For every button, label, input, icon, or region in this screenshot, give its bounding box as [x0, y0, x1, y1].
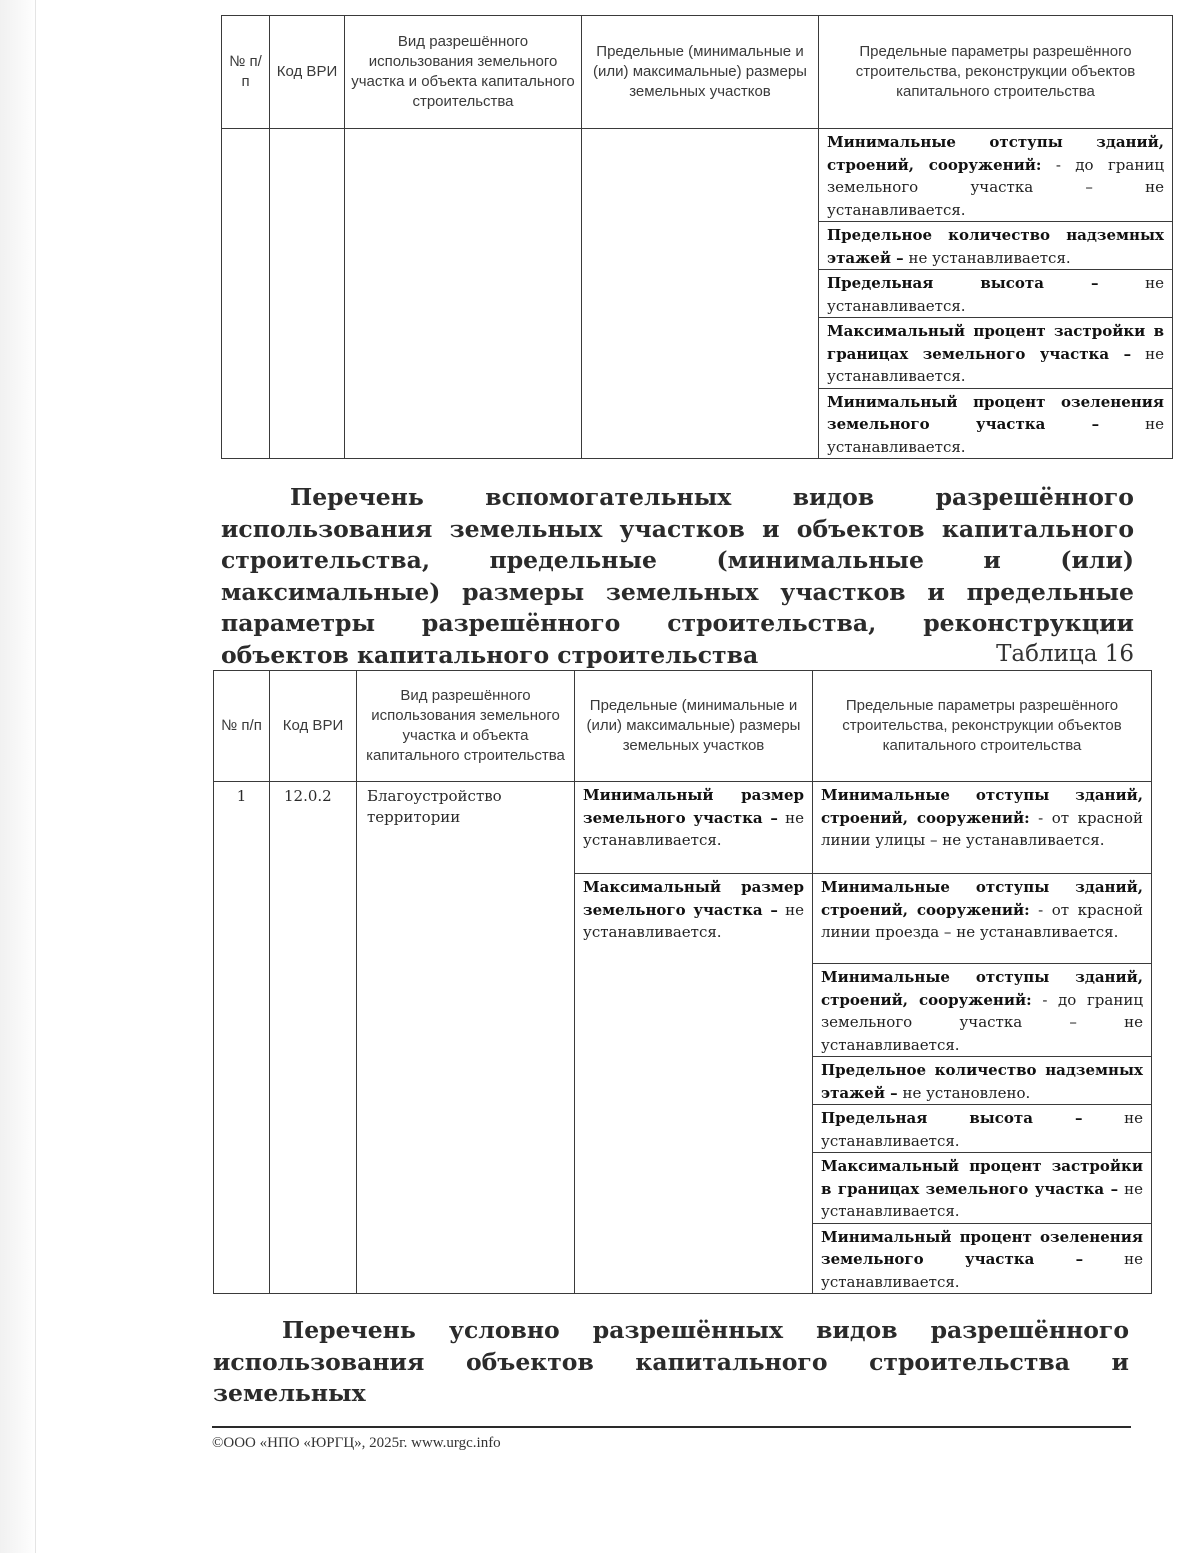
scan-edge: [0, 0, 36, 1553]
table-row: [222, 129, 1173, 222]
col-header-use: Вид разрешённого использования земельного участка и объекта капитального строительства: [345, 16, 582, 129]
footer-divider: [212, 1426, 1131, 1428]
cell-code: 12.0.2: [270, 782, 357, 1294]
cell-plot-empty: [582, 129, 819, 459]
cell-num-empty: [222, 129, 270, 459]
section-heading: Перечень условно разрешённых видов разрешённого использования объектов капитального строительства и земельных: [213, 1316, 1129, 1407]
col-header-code: Код ВРИ: [270, 671, 357, 782]
param-cell: Предельное количество надземных этажей – не установлено.: [813, 1057, 1152, 1105]
param-cell: Предельное количество надземных этажей – не устанавливается.: [819, 222, 1173, 270]
table-main-uses-continuation: [221, 15, 1173, 459]
cell-use-empty: [345, 129, 582, 459]
cell-use: Благоустройство территории: [357, 782, 575, 1294]
scan-edge-line: [35, 0, 36, 1553]
col-header-use: Вид разрешённого использования земельного участка и объекта капитального строительства: [357, 671, 575, 782]
param-cell: Минимальные отступы зданий, строений, сооружений: - от красной линии проезда – не устанавливается.: [813, 874, 1152, 964]
plot-size-cell: Максимальный размер земельного участка – не устанавливается.: [575, 874, 813, 1294]
table-16: [213, 670, 1152, 1294]
col-header-build-params: Предельные параметры разрешённого строительства, реконструкции объектов капитального строительства: [819, 16, 1173, 129]
param-cell: Максимальный процент застройки в границах земельного участка – не устанавливается.: [819, 318, 1173, 389]
param-cell: Минимальный процент озеленения земельного участка – не устанавливается.: [819, 388, 1173, 459]
cell-num: 1: [214, 782, 270, 1294]
param-cell: Минимальный процент озеленения земельного участка – не устанавливается.: [813, 1223, 1152, 1294]
param-cell: Предельная высота – не устанавливается.: [813, 1105, 1152, 1153]
col-header-build-params: Предельные параметры разрешённого строительства, реконструкции объектов капитального строительства: [813, 671, 1152, 782]
table-header-row: [214, 671, 1152, 782]
plot-size-cell: Минимальный размер земельного участка – не устанавливается.: [575, 782, 813, 874]
col-header-num: № п/п: [222, 16, 270, 129]
table-header-row: [222, 16, 1173, 129]
param-cell: Минимальные отступы зданий, строений, сооружений: - до границ земельного участка – не устанавливается.: [819, 129, 1173, 222]
param-cell: Предельная высота – не устанавливается.: [819, 270, 1173, 318]
col-header-plot-size: Предельные (минимальные и (или) максимальные) размеры земельных участков: [575, 671, 813, 782]
col-header-num: № п/п: [214, 671, 270, 782]
col-header-plot-size: Предельные (минимальные и (или) максимальные) размеры земельных участков: [582, 16, 819, 129]
param-cell: Максимальный процент застройки в границах земельного участка – не устанавливается.: [813, 1153, 1152, 1224]
param-cell: Минимальные отступы зданий, строений, сооружений: - до границ земельного участка – не устанавливается.: [813, 964, 1152, 1057]
cell-code-empty: [270, 129, 345, 459]
col-header-code: Код ВРИ: [270, 16, 345, 129]
table-row: [214, 782, 1152, 874]
param-cell: Минимальные отступы зданий, строений, сооружений: - от красной линии улицы – не устанавливается.: [813, 782, 1152, 874]
table-number: Таблица 16: [996, 641, 1134, 667]
footer-copyright: ©ООО «НПО «ЮРГЦ», 2025г. www.urgc.info: [212, 1435, 501, 1451]
section-heading: Перечень вспомогательных видов разрешённого использования земельных участков и объектов капитального строительства, предельные (минимальные и (или) максимальные) размеры земельных участков и предельные параметры разрешённого строительства, реконструкции объектов капитального строительства: [221, 483, 1134, 669]
